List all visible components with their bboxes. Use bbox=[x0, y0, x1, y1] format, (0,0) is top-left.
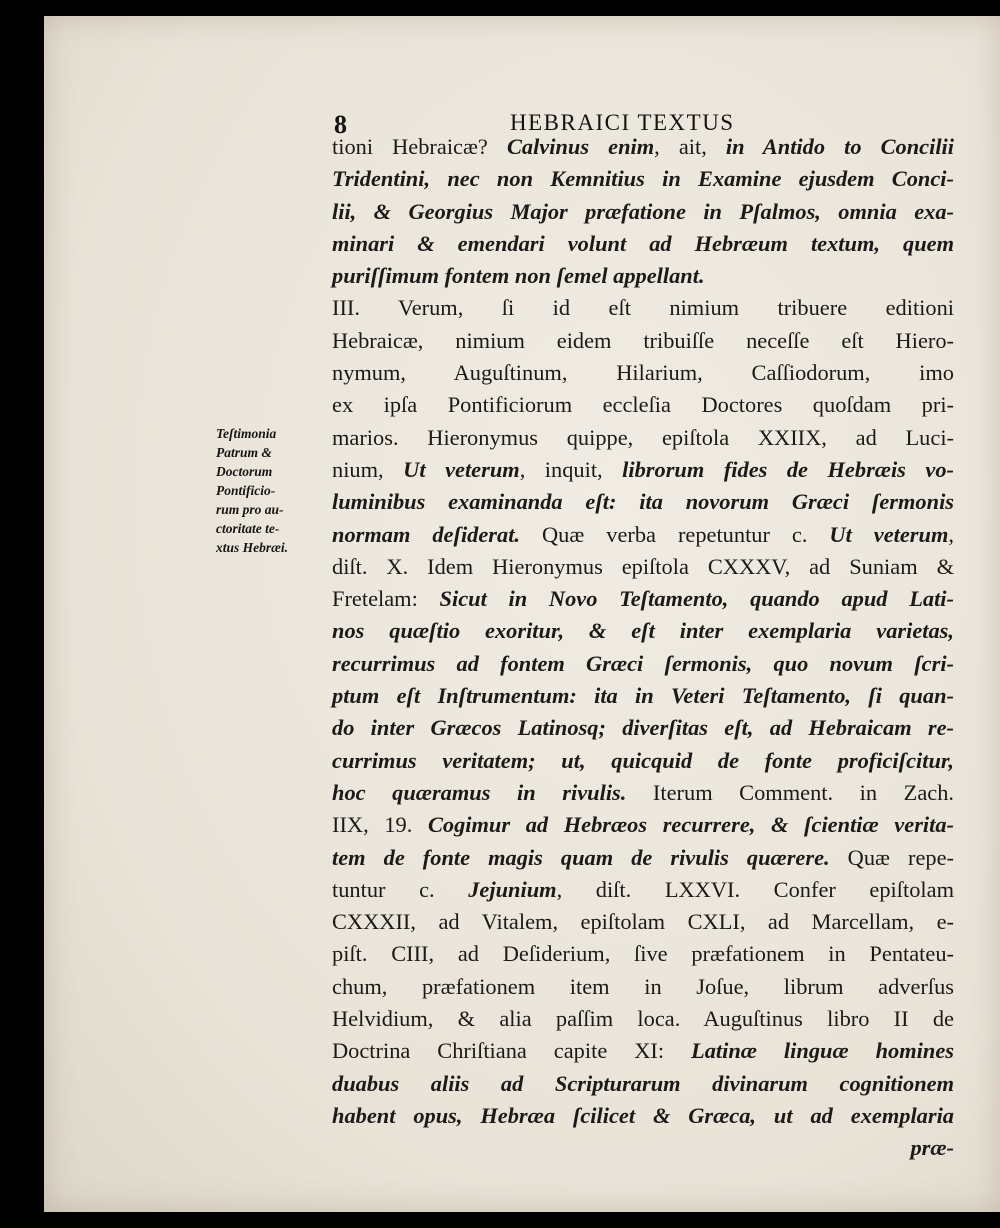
text-line bbox=[332, 486, 954, 518]
text-segment: nium, bbox=[332, 456, 404, 482]
text-segment: Fretelam: bbox=[332, 586, 440, 612]
text-line bbox=[332, 325, 954, 357]
text-line bbox=[332, 1100, 954, 1132]
italic-text-segment: ptum eſt Inſtrumentum: ita in Veteri Teſtamento, ſi quan- bbox=[332, 683, 954, 709]
italic-text-segment: Tridentini, nec non Kemnitius in Examine ejusdem Conci- bbox=[332, 166, 954, 192]
italic-text-segment: Jejunium bbox=[468, 876, 557, 902]
text-segment: ex ipſa Pontificiorum eccleſia Doctores quoſdam pri- bbox=[332, 392, 954, 418]
text-segment: Iterum Comment. in Zach. bbox=[626, 779, 954, 805]
text-line bbox=[332, 196, 954, 228]
text-segment: III. Verum, ſi id eſt nimium tribuere editioni bbox=[332, 295, 954, 321]
italic-text-segment: Ut veterum bbox=[403, 456, 520, 482]
marginal-note-line: ctoritate te- bbox=[216, 521, 280, 536]
text-line bbox=[332, 454, 954, 486]
catchword: præ- bbox=[910, 1135, 954, 1161]
text-line bbox=[332, 842, 954, 874]
italic-text-segment: duabus aliis ad Scripturarum divinarum cognitionem bbox=[332, 1070, 954, 1096]
text-segment: marios. Hieronymus quippe, epiſtola XXIIX, ad Luci- bbox=[332, 424, 954, 450]
italic-text-segment: librorum fides de Hebræis vo- bbox=[622, 456, 954, 482]
text-segment: , ait, bbox=[654, 134, 726, 159]
italic-text-segment: in Antido to Concilii bbox=[725, 134, 954, 159]
marginal-note-line: Pontificio- bbox=[216, 483, 276, 498]
text-line bbox=[332, 422, 954, 454]
text-segment: chum, præfationem item in Joſue, librum adverſus bbox=[332, 973, 954, 999]
text-segment: Quæ verba repetuntur c. bbox=[520, 521, 830, 547]
running-head: HEBRAICI TEXTUS bbox=[510, 110, 735, 135]
text-line bbox=[332, 712, 954, 744]
text-line bbox=[332, 874, 954, 906]
text-segment: CXXXII, ad Vitalem, epiſtolam CXLI, ad Marcellam, e- bbox=[332, 909, 954, 935]
italic-text-segment: habent opus, Hebræa ſcilicet & Græca, ut ad exemplaria bbox=[332, 1102, 954, 1128]
text-segment: , inquit, bbox=[519, 456, 623, 482]
marginal-note-line: Doctorum bbox=[216, 464, 273, 479]
text-segment: Doctrina Chriſtiana capite XI: bbox=[332, 1038, 692, 1064]
text-line bbox=[332, 551, 954, 583]
text-segment: Helvidium, & alia paſſim loca. Auguſtinus libro II de bbox=[332, 1006, 954, 1032]
italic-text-segment: do inter Græcos Latinosq; diverſitas eſt, ad Hebraicam re- bbox=[332, 715, 954, 741]
text-segment: IIX, 19. bbox=[332, 812, 428, 838]
text-line bbox=[332, 648, 954, 680]
text-line bbox=[332, 131, 954, 163]
text-line bbox=[332, 357, 954, 389]
italic-text-segment: puriſſimum fontem non ſemel appellant. bbox=[332, 263, 705, 289]
marginal-note-line: Teſtimonia bbox=[216, 426, 277, 441]
page-number: 8 bbox=[334, 110, 347, 139]
text-line bbox=[332, 1003, 954, 1035]
text-line bbox=[332, 680, 954, 712]
text-line bbox=[332, 1035, 954, 1067]
text-line bbox=[332, 906, 954, 938]
italic-text-segment: recurrimus ad fontem Græci ſermonis, quo novum ſcri- bbox=[332, 650, 954, 676]
text-line bbox=[332, 938, 954, 970]
marginal-note-line: xtus Hebræi. bbox=[216, 540, 289, 555]
marginal-note-line: Patrum & bbox=[216, 445, 272, 460]
italic-text-segment: tem de fonte magis quam de rivulis quærere. bbox=[332, 844, 830, 870]
italic-text-segment: lii, & Georgius Major præfatione in Pſalmos, omnia exa- bbox=[332, 198, 954, 224]
italic-text-segment: Cogimur ad Hebræos recurrere, & ſcientiæ verita- bbox=[427, 812, 954, 838]
text-line bbox=[332, 260, 954, 292]
text-segment: Hebraicæ, nimium eidem tribuiſſe neceſſe eſt Hiero- bbox=[332, 327, 954, 353]
italic-text-segment: minari & emendari volunt ad Hebræum textum, quem bbox=[332, 230, 954, 256]
text-line bbox=[332, 519, 954, 551]
italic-text-segment: normam deſiderat. bbox=[332, 521, 521, 547]
text-segment: tuntur c. bbox=[332, 876, 469, 902]
italic-text-segment: hoc quæramus in rivulis. bbox=[332, 779, 627, 805]
text-line bbox=[332, 809, 954, 841]
text-line bbox=[332, 1068, 954, 1100]
text-line bbox=[332, 971, 954, 1003]
italic-text-segment: Ut veterum bbox=[829, 521, 949, 547]
text-line bbox=[332, 389, 954, 421]
text-segment: nymum, Auguſtinum, Hilarium, Caſſiodorum, imo bbox=[332, 360, 954, 386]
italic-text-segment: luminibus examinanda eſt: ita novorum Græci ſermonis bbox=[332, 489, 954, 515]
text-segment: diſt. X. Idem Hieronymus epiſtola CXXXV, ad Suniam & bbox=[332, 553, 954, 579]
italic-text-segment: Calvinus enim bbox=[506, 134, 655, 159]
italic-text-segment: currimus veritatem; ut, quicquid de fonte proficiſcitur, bbox=[332, 747, 954, 773]
text-segment: , bbox=[948, 521, 955, 547]
text-line bbox=[332, 163, 954, 195]
text-line bbox=[332, 292, 954, 324]
text-segment: tioni Hebraicæ? bbox=[332, 134, 507, 159]
italic-text-segment: Latinæ linguæ homines bbox=[691, 1038, 954, 1064]
text-line bbox=[332, 777, 954, 809]
italic-text-segment: nos quæſtio exoritur, & eſt inter exemplaria varietas, bbox=[332, 618, 954, 644]
body-text bbox=[332, 131, 954, 1165]
text-line bbox=[332, 583, 954, 615]
text-segment: , diſt. LXXVI. Confer epiſtolam bbox=[556, 876, 954, 902]
text-line bbox=[332, 745, 954, 777]
text-segment: piſt. CIII, ad Deſiderium, ſive præfationem in Pentateu- bbox=[332, 941, 954, 967]
text-line bbox=[332, 615, 954, 647]
italic-text-segment: Sicut in Novo Teſtamento, quando apud Lati- bbox=[439, 586, 954, 612]
text-line bbox=[332, 228, 954, 260]
text-segment: Quæ repe- bbox=[829, 844, 954, 870]
marginal-note-line: rum pro au- bbox=[216, 502, 284, 517]
marginal-note bbox=[216, 424, 320, 557]
